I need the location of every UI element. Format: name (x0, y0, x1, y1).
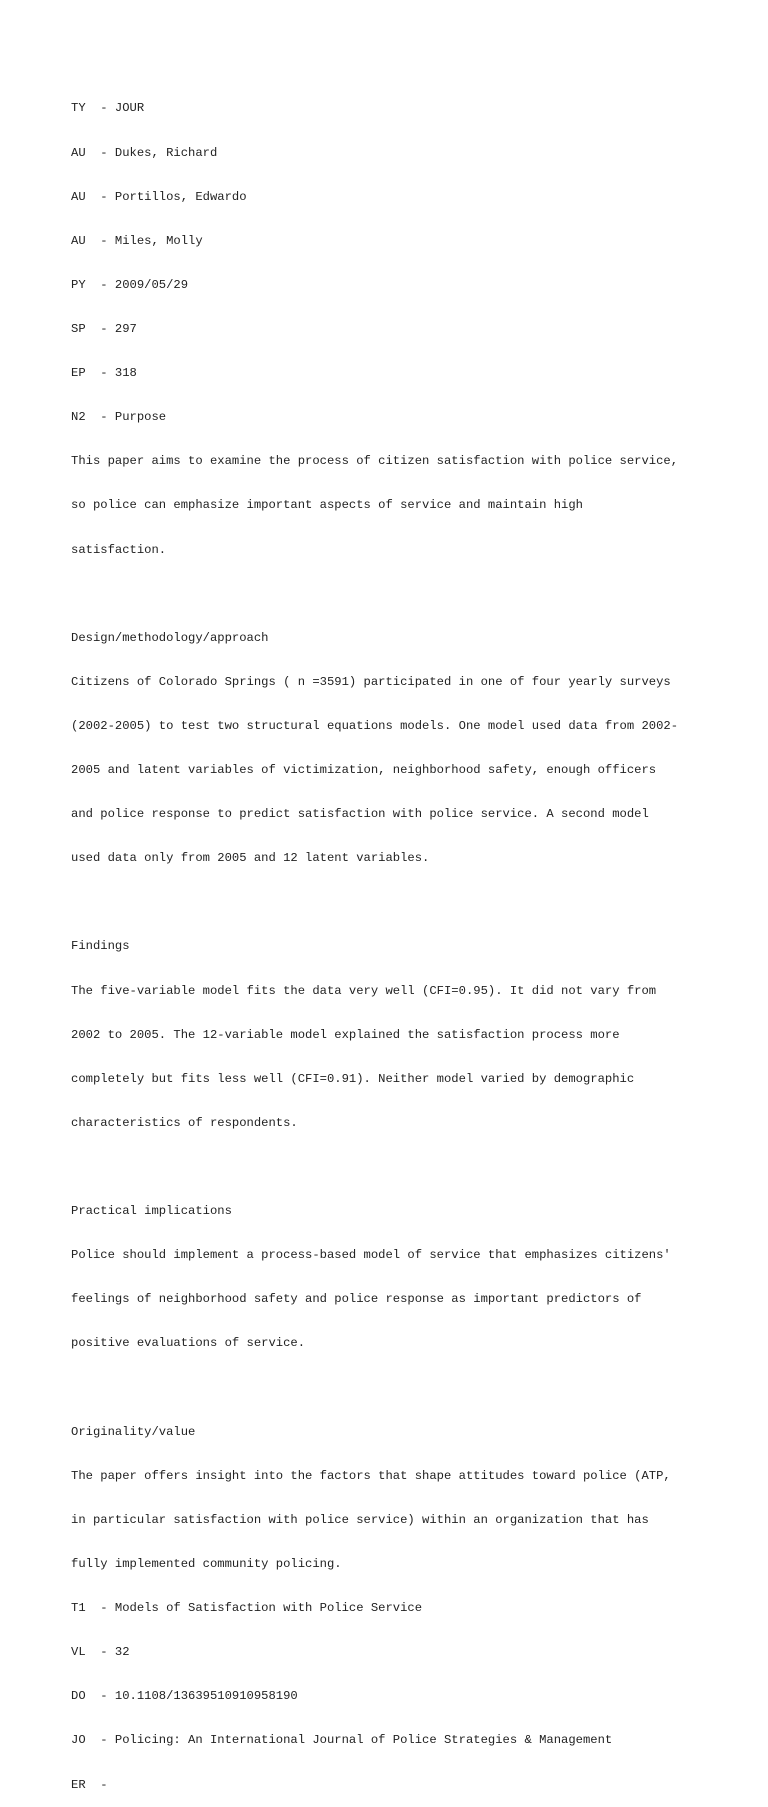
section-heading-design: Design/methodology/approach (71, 630, 269, 645)
ris-line-journal: JO - Policing: An International Journal of Police Strategies & Management (71, 1733, 613, 1748)
ris-citation-document (71, 72, 751, 1807)
blank-line (71, 587, 751, 602)
ris-line-end-record: ER - (71, 1777, 115, 1792)
abstract-design-text: used data only from 2005 and 12 latent variables. (71, 851, 430, 866)
abstract-originality-text: The paper offers insight into the factors that shape attitudes toward police (ATP, (71, 1468, 671, 1483)
ris-line-end-page: EP - 318 (71, 366, 137, 381)
abstract-findings-text: completely but fits less well (CFI=0.91). Neither model varied by demographic (71, 1071, 635, 1086)
abstract-design-text: Citizens of Colorado Springs ( n =3591) participated in one of four yearly surveys (71, 674, 671, 689)
abstract-purpose-text: satisfaction. (71, 542, 167, 557)
abstract-design-text: 2005 and latent variables of victimization, neighborhood safety, enough officers (71, 763, 657, 778)
section-heading-originality: Originality/value (71, 1424, 196, 1439)
ris-line-author: AU - Miles, Molly (71, 233, 203, 248)
section-heading-findings: Findings (71, 939, 130, 954)
abstract-findings-text: characteristics of respondents. (71, 1115, 298, 1130)
abstract-implications-text: feelings of neighborhood safety and police response as important predictors of (71, 1292, 642, 1307)
ris-line-author: AU - Dukes, Richard (71, 145, 218, 160)
abstract-implications-text: Police should implement a process-based model of service that emphasizes citizens' (71, 1248, 671, 1263)
abstract-findings-text: The five-variable model fits the data very well (CFI=0.95). It did not vary from (71, 983, 657, 998)
ris-line-author: AU - Portillos, Edwardo (71, 189, 247, 204)
blank-line (71, 1160, 751, 1175)
abstract-originality-text: fully implemented community policing. (71, 1556, 342, 1571)
ris-line-title: T1 - Models of Satisfaction with Police Service (71, 1601, 423, 1616)
abstract-purpose-text: so police can emphasize important aspects of service and maintain high (71, 498, 583, 513)
ris-line-volume: VL - 32 (71, 1645, 130, 1660)
blank-line (71, 1381, 751, 1396)
ris-line-abstract-start: N2 - Purpose (71, 410, 167, 425)
abstract-findings-text: 2002 to 2005. The 12-variable model explained the satisfaction process more (71, 1027, 620, 1042)
ris-line-doi: DO - 10.1108/13639510910958190 (71, 1689, 298, 1704)
abstract-purpose-text: This paper aims to examine the process of citizen satisfaction with police service, (71, 454, 679, 469)
abstract-design-text: (2002-2005) to test two structural equations models. One model used data from 2002- (71, 718, 679, 733)
abstract-originality-text: in particular satisfaction with police service) within an organization that has (71, 1512, 649, 1527)
abstract-design-text: and police response to predict satisfaction with police service. A second model (71, 807, 649, 822)
section-heading-practical-implications: Practical implications (71, 1204, 232, 1219)
ris-line-start-page: SP - 297 (71, 321, 137, 336)
ris-line-publication-year: PY - 2009/05/29 (71, 277, 189, 292)
ris-line-type: TY - JOUR (71, 101, 145, 116)
blank-line (71, 895, 751, 910)
abstract-implications-text: positive evaluations of service. (71, 1336, 306, 1351)
